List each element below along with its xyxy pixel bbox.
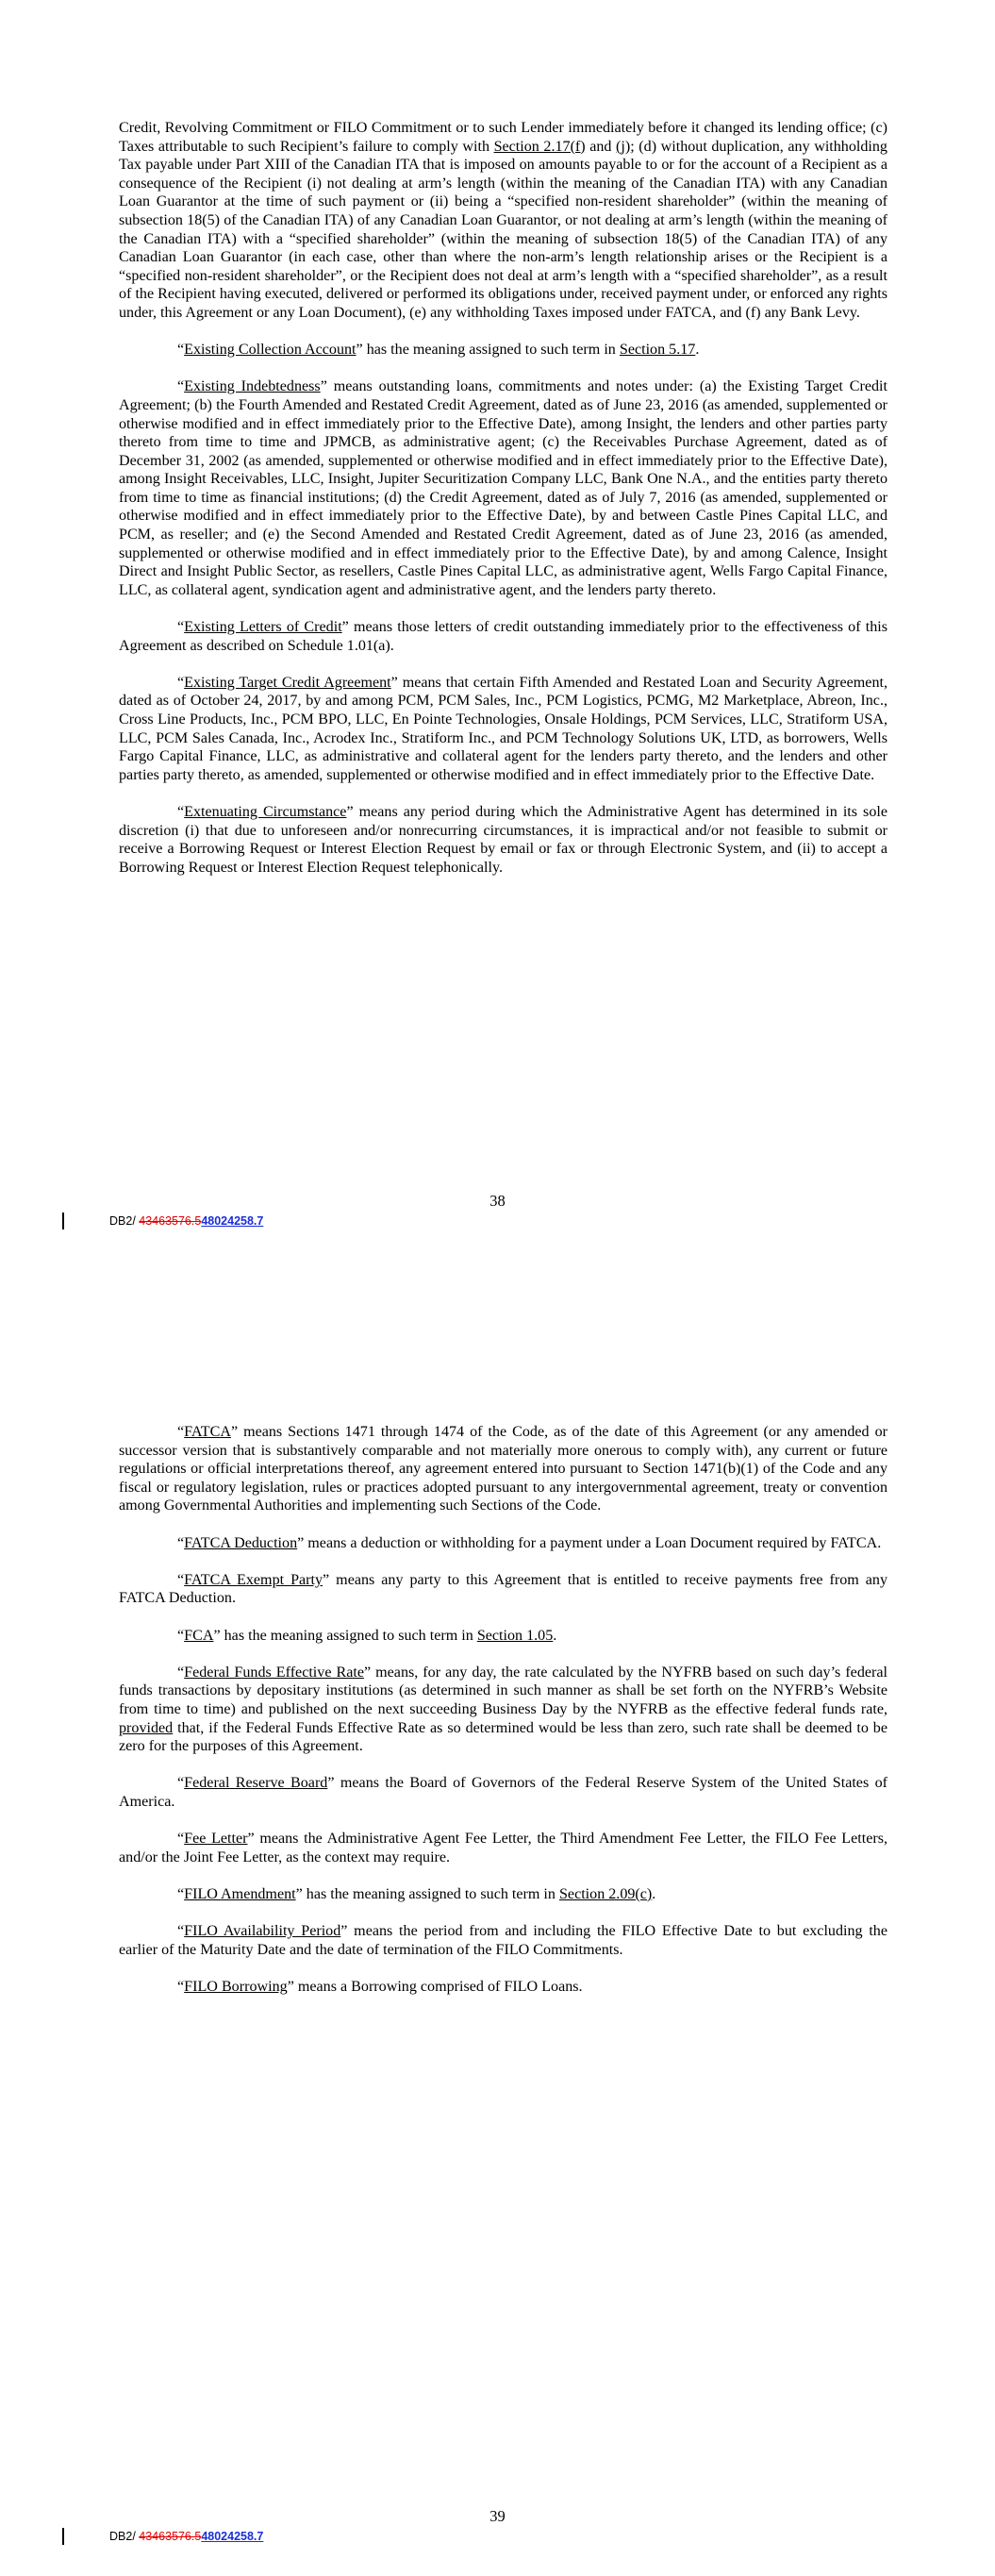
- page-38-body: [119, 119, 887, 895]
- definition-existing-collection-account: “Existing Collection Account” has the meaning assigned to such term in Section 5.17.: [177, 342, 700, 359]
- defined-term: FILO Amendment: [184, 1885, 296, 1902]
- definition-fatca: “FATCA” means Sections 1471 through 1474 of the Code, as of the date of this Agreement (or any amended or successor version that is substantively comparable and not materially more onerous to comply with), any current or future regulations or official interpretations thereof, any agreement entered into pursuant to Section 1471(b)(1) of the Code and any fiscal or regulatory legislation, rules or practices adopted pursuant to any intergovernmental agreement, treaty or convention among Governmental Authorities and implementing such Sections of the Code.: [119, 1424, 887, 1514]
- defined-term: Existing Indebtedness: [184, 378, 321, 395]
- deleted-doc-number: 43463576.5: [139, 1214, 202, 1228]
- defined-term: Existing Collection Account: [184, 342, 357, 359]
- defined-term: FATCA Exempt Party: [184, 1571, 323, 1588]
- inserted-doc-number: 48024258.7: [201, 1214, 264, 1228]
- section-ref-1-05: Section 1.05: [476, 1627, 554, 1644]
- change-bar: [62, 1213, 64, 1229]
- defined-term: FILO Availability Period: [184, 1923, 341, 1940]
- page-39: [0, 1288, 995, 2576]
- defined-term: FATCA: [184, 1424, 231, 1440]
- definition-filo-amendment: “FILO Amendment” has the meaning assigned to such term in Section 2.09(c).: [177, 1885, 656, 1902]
- section-ref-2-09-c: Section 2.09(c): [558, 1885, 653, 1902]
- deleted-doc-number: 43463576.5: [139, 2530, 202, 2543]
- definition-existing-target-credit-agreement: “Existing Target Credit Agreement” means that certain Fifth Amended and Restated Loan and Security Agreement, dated as of October 24, 2017, by and among PCM, PCM Sales, Inc., PCM Logistics, PCMG, M2 Marketplace, Abreon, Inc., Cross Line Products, Inc., PCM BPO, LLC, En Pointe Technologies, Onsale Holdings, PCM Services, LLC, Stratiform USA, LLC, PCM Sales Canada, Inc., Acrodex Inc., Stratiform Inc., and PCM Technology Solutions UK, LTD, as borrowers, Wells Fargo Capital Finance, LLC, as administrative and collateral agent for the lenders party thereto, and the lenders and other parties party thereto, as amended, supplemented or otherwise modified and in effect immediately prior to the Effective Date.: [119, 674, 887, 783]
- definition-fca: “FCA” has the meaning assigned to such term in Section 1.05.: [177, 1627, 557, 1644]
- definition-fee-letter: “Fee Letter” means the Administrative Agent Fee Letter, the Third Amendment Fee Letter, the FILO Fee Letters, and/or the Joint Fee Letter, as the context may require.: [119, 1831, 887, 1865]
- provided-term: provided: [119, 1719, 174, 1736]
- definition-federal-funds-effective-rate: “Federal Funds Effective Rate” means, for any day, the rate calculated by the NYFRB based on such day’s federal funds transactions by depositary institutions (as determined in such manner as shall be set forth on the NYFRB’s Website from time to time) and published on the next succeeding Business Day by the NYFRB as the effective federal funds rate, provided that, if the Federal Funds Effective Rate as so determined would be less than zero, such rate shall be deemed to be zero for the purposes of this Agreement.: [119, 1664, 887, 1755]
- definition-extenuating-circumstance: “Extenuating Circumstance” means any period during which the Administrative Agent has determined in its sole discretion (i) that due to unforeseen and/or nonrecurring circumstances, it is impractical and/or not feasible to submit or receive a Borrowing Request or Interest Election Request by email or fax or through Electronic System, and (ii) to accept a Borrowing Request or Interest Election Request telephonically.: [119, 803, 887, 876]
- defined-term: Existing Target Credit Agreement: [184, 674, 391, 691]
- definition-existing-indebtedness: “Existing Indebtedness” means outstanding loans, commitments and notes under: (a) the Existing Target Credit Agreement; (b) the Fourth Amended and Restated Credit Agreement, dated as of June 23, 2016 (as amended, supplemented or otherwise modified and in effect immediately prior to the Effective Date), among Insight, the lenders and other parties party thereto from time to time and JPMCB, as administrative agent; (c) the Receivables Purchase Agreement, dated as of December 31, 2002 (as amended, supplemented or otherwise modified and in effect immediately prior to the Effective Date), among Insight Receivables, LLC, Insight, Jupiter Securitization Company LLC, Bank One N.A., and the entities party thereto from time to time as financial institutions; (d) the Credit Agreement, dated as of July 7, 2016 (as amended, supplemented or otherwise modified and in effect immediately prior to the Effective Date), by and between Castle Pines Capital LLC, and PCM, as reseller; and (e) the Second Amended and Restated Credit Agreement, dated as of June 23, 2016 (as amended, supplemented or otherwise modified and in effect immediately prior to the Effective Date), by and among Calence, Insight Direct and Insight Public Sector, as resellers, Castle Pines Capital LLC, as administrative agent, Wells Fargo Capital Finance, LLC, as collateral agent, syndication agent and administrative agent, and the lenders party thereto.: [119, 378, 887, 598]
- section-ref-j: (j): [616, 138, 631, 155]
- defined-term: FATCA Deduction: [184, 1534, 298, 1551]
- definition-fatca-exempt-party: “FATCA Exempt Party” means any party to this Agreement that is entitled to receive payments free from any FATCA Deduction.: [119, 1571, 887, 1607]
- section-ref-5-17: Section 5.17: [619, 342, 696, 359]
- change-bar: [62, 2528, 64, 2545]
- defined-term: FCA: [184, 1627, 214, 1644]
- document-footer-id: DB2/ 43463576.548024258.7: [109, 2530, 264, 2543]
- page-number: 39: [489, 2507, 506, 2525]
- defined-term: Fee Letter: [184, 1831, 248, 1848]
- defined-term: Existing Letters of Credit: [184, 619, 342, 636]
- page-39-body: [119, 1423, 887, 2015]
- inserted-doc-number: 48024258.7: [201, 2530, 264, 2543]
- definition-fatca-deduction: “FATCA Deduction” means a deduction or withholding for a payment under a Loan Document required by FATCA.: [177, 1534, 882, 1551]
- definition-filo-borrowing: “FILO Borrowing” means a Borrowing comprised of FILO Loans.: [177, 1978, 583, 1995]
- defined-term: FILO Borrowing: [184, 1978, 288, 1995]
- defined-term: Federal Funds Effective Rate: [184, 1664, 364, 1681]
- definition-filo-availability-period: “FILO Availability Period” means the period from and including the FILO Effective Date to but excluding the earlier of the Maturity Date and the date of termination of the FILO Commitments.: [119, 1923, 887, 1958]
- definition-existing-letters-of-credit: “Existing Letters of Credit” means those letters of credit outstanding immediately prior to the effectiveness of this Agreement as described on Schedule 1.01(a).: [119, 619, 887, 654]
- paragraph-excluded-taxes-continued: Credit, Revolving Commitment or FILO Commitment or to such Lender immediately before it changed its lending office; (c) Taxes attributable to such Recipient’s failure to comply with Section 2.17(f) and (j); (d) without duplication, any withholding Tax payable under Part XIII of the Canadian ITA that is imposed on amounts payable to or for the account of a Recipient as a consequence of the Recipient (i) not dealing at arm’s length (within the meaning of the Canadian ITA) with any Canadian Loan Guarantor at the time of such payment or (ii) being a “specified non-resident shareholder” (within the meaning of subsection 18(5) of the Canadian ITA) of any Canadian Loan Guarantor, or not dealing at arm’s length (within the meaning of the Canadian ITA) with a “specified shareholder” (within the meaning of subsection 18(5) of the Canadian ITA) of any Canadian Loan Guarantor (in each case, other than where the non-arm’s length relationship arises or the Recipient is a “specified non-resident shareholder”, or the Recipient does not deal at arm’s length with a “specified shareholder”, as a result of the Recipient having executed, delivered or performed its obligations under, received payment under, or enforced any rights under, this Agreement or any Loan Document), (e) any withholding Taxes imposed under FATCA, and (f) any Bank Levy.: [119, 120, 887, 321]
- page-number: 38: [489, 1192, 506, 1210]
- defined-term: Federal Reserve Board: [184, 1775, 328, 1792]
- definition-federal-reserve-board: “Federal Reserve Board” means the Board of Governors of the Federal Reserve System of the United States of America.: [119, 1775, 888, 1810]
- defined-term: Extenuating Circumstance: [184, 803, 347, 820]
- document-footer-id: DB2/ 43463576.548024258.7: [109, 1214, 264, 1228]
- section-ref-2-17-f: Section 2.17(f): [493, 138, 586, 155]
